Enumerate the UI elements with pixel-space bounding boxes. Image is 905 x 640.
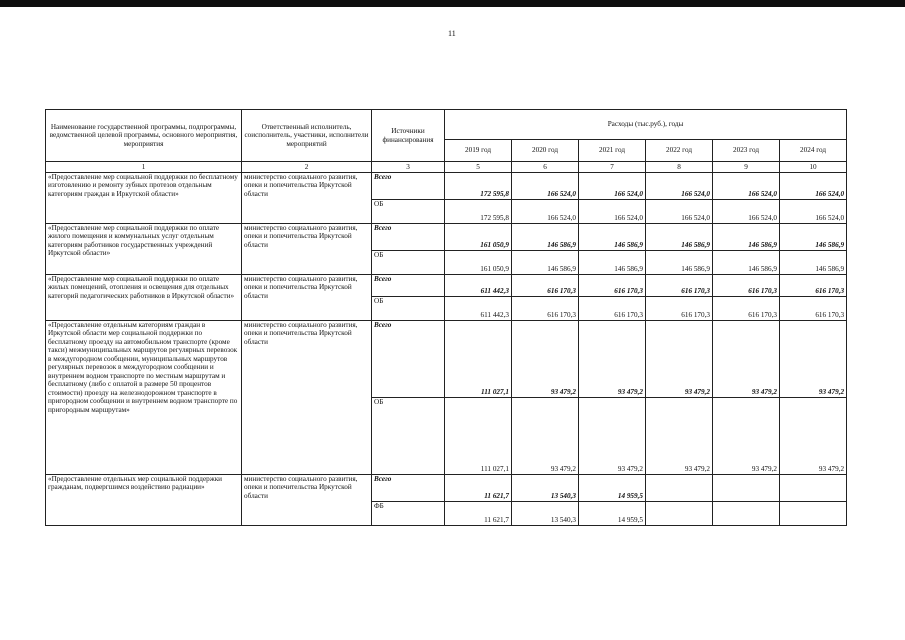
- source-value: 146 586,9: [512, 251, 579, 275]
- source-value: 616 170,3: [646, 297, 713, 321]
- source-value: 93 479,2: [579, 398, 646, 475]
- total-label: Всего: [372, 173, 445, 200]
- source-value: 14 959,5: [579, 502, 646, 526]
- header-name: Наименование государственной программы, подпрограммы, ведомственной целевой программы, основного мероприятия, мероприятия: [46, 110, 242, 162]
- total-value: 93 479,2: [713, 321, 780, 398]
- column-number: 2: [242, 162, 372, 173]
- total-value: 146 586,9: [512, 224, 579, 251]
- source-value: 13 540,3: [512, 502, 579, 526]
- total-value: 111 027,1: [445, 321, 512, 398]
- total-value: 166 524,0: [713, 173, 780, 200]
- total-value: 166 524,0: [780, 173, 847, 200]
- header-sources: Источники финансирования: [372, 110, 445, 162]
- source-value: [646, 502, 713, 526]
- total-value: 93 479,2: [780, 321, 847, 398]
- total-value: 146 586,9: [713, 224, 780, 251]
- source-value: 616 170,3: [713, 297, 780, 321]
- total-label: Всего: [372, 475, 445, 502]
- column-number: 6: [512, 162, 579, 173]
- total-value: 161 050,9: [445, 224, 512, 251]
- total-value: [713, 475, 780, 502]
- header-responsible: Ответственный исполнитель, соисполнитель, участники, исполнители мероприятий: [242, 110, 372, 162]
- source-value: 93 479,2: [646, 398, 713, 475]
- source-value: 146 586,9: [579, 251, 646, 275]
- source-label: ОБ: [372, 297, 445, 321]
- total-value: 93 479,2: [512, 321, 579, 398]
- measure-name: «Предоставление мер социальной поддержки по бесплатному изготовлению и ремонту зубных протезов отдельным категориям граждан в Иркутской области»: [46, 173, 242, 224]
- source-value: 611 442,3: [445, 297, 512, 321]
- header-year: 2020 год: [512, 140, 579, 162]
- source-value: 166 524,0: [512, 200, 579, 224]
- total-value: 172 595,8: [445, 173, 512, 200]
- total-value: [780, 475, 847, 502]
- total-label: Всего: [372, 321, 445, 398]
- source-value: 616 170,3: [780, 297, 847, 321]
- page-number: 11: [448, 29, 456, 38]
- header-expenses: Расходы (тыс.руб.), годы: [445, 110, 847, 140]
- source-value: 161 050,9: [445, 251, 512, 275]
- header-year: 2024 год: [780, 140, 847, 162]
- table-row: [46, 475, 847, 502]
- source-value: 93 479,2: [512, 398, 579, 475]
- total-value: 616 170,3: [713, 275, 780, 297]
- total-value: 11 621,7: [445, 475, 512, 502]
- source-value: 172 595,8: [445, 200, 512, 224]
- total-value: 616 170,3: [579, 275, 646, 297]
- header-year: 2022 год: [646, 140, 713, 162]
- measure-name: «Предоставление мер социальной поддержки по оплате жилого помещения и коммунальных услуг отдельным категориям работников государственных учреждений Иркутской области»: [46, 224, 242, 275]
- measure-name: «Предоставление отдельных мер социальной поддержки гражданам, подвергшимся воздействию радиации»: [46, 475, 242, 526]
- total-value: 616 170,3: [780, 275, 847, 297]
- header-year: 2023 год: [713, 140, 780, 162]
- scan-top-border: [0, 0, 905, 7]
- source-value: 166 524,0: [713, 200, 780, 224]
- column-number: 5: [445, 162, 512, 173]
- column-number: 3: [372, 162, 445, 173]
- total-label: Всего: [372, 275, 445, 297]
- total-value: 146 586,9: [579, 224, 646, 251]
- column-number: 7: [579, 162, 646, 173]
- header-year: 2019 год: [445, 140, 512, 162]
- source-value: [713, 502, 780, 526]
- responsible-executor: министерство социального развития, опеки и попечительства Иркутской области: [242, 321, 372, 475]
- source-label: ОБ: [372, 251, 445, 275]
- column-number: 1: [46, 162, 242, 173]
- source-value: 166 524,0: [780, 200, 847, 224]
- source-value: [780, 502, 847, 526]
- total-value: 146 586,9: [780, 224, 847, 251]
- table-row: [46, 321, 847, 398]
- source-value: 111 027,1: [445, 398, 512, 475]
- responsible-executor: министерство социального развития, опеки и попечительства Иркутской области: [242, 173, 372, 224]
- expenses-table: [45, 109, 847, 526]
- measure-name: «Предоставление отдельным категориям граждан в Иркутской области мер социальной поддержки по бесплатному проезду на автомобильном транспорте (кроме такси) межмуниципальных маршрутов регулярных перевозок в междугородном сообщении, муниципальных маршрутов регулярных перевозок в междугородном сообщении и внутреннем водном транспорте по местным маршрутам и бесплатному (либо с оплатой в размере 50 процентов стоимости) проезду на железнодорожном транспорте в пригородном сообщении и внутреннем водном транспорте по пригородным маршрутам»: [46, 321, 242, 475]
- column-number: 9: [713, 162, 780, 173]
- total-value: 166 524,0: [512, 173, 579, 200]
- total-value: 166 524,0: [646, 173, 713, 200]
- source-value: 93 479,2: [780, 398, 847, 475]
- column-number: 8: [646, 162, 713, 173]
- source-value: 616 170,3: [512, 297, 579, 321]
- source-value: 93 479,2: [713, 398, 780, 475]
- source-value: 146 586,9: [646, 251, 713, 275]
- source-label: ФБ: [372, 502, 445, 526]
- source-label: ОБ: [372, 200, 445, 224]
- source-value: 11 621,7: [445, 502, 512, 526]
- total-value: 616 170,3: [512, 275, 579, 297]
- source-label: ОБ: [372, 398, 445, 475]
- source-value: 166 524,0: [646, 200, 713, 224]
- table-row: [46, 224, 847, 251]
- table-row: [46, 173, 847, 200]
- total-value: 13 540,3: [512, 475, 579, 502]
- total-value: 611 442,3: [445, 275, 512, 297]
- total-value: 166 524,0: [579, 173, 646, 200]
- source-value: 146 586,9: [780, 251, 847, 275]
- total-value: 146 586,9: [646, 224, 713, 251]
- source-value: 146 586,9: [713, 251, 780, 275]
- total-value: 93 479,2: [646, 321, 713, 398]
- responsible-executor: министерство социального развития, опеки и попечительства Иркутской области: [242, 224, 372, 275]
- source-value: 166 524,0: [579, 200, 646, 224]
- table-row: [46, 275, 847, 297]
- total-value: [646, 475, 713, 502]
- responsible-executor: министерство социального развития, опеки и попечительства Иркутской области: [242, 275, 372, 321]
- total-value: 14 959,5: [579, 475, 646, 502]
- measure-name: «Предоставление мер социальной поддержки по оплате жилых помещений, отопления и освещения для отдельных категорий педагогических работников в Иркутской области»: [46, 275, 242, 321]
- source-value: 616 170,3: [579, 297, 646, 321]
- header-year: 2021 год: [579, 140, 646, 162]
- responsible-executor: министерство социального развития, опеки и попечительства Иркутской области: [242, 475, 372, 526]
- column-number: 10: [780, 162, 847, 173]
- total-label: Всего: [372, 224, 445, 251]
- total-value: 616 170,3: [646, 275, 713, 297]
- total-value: 93 479,2: [579, 321, 646, 398]
